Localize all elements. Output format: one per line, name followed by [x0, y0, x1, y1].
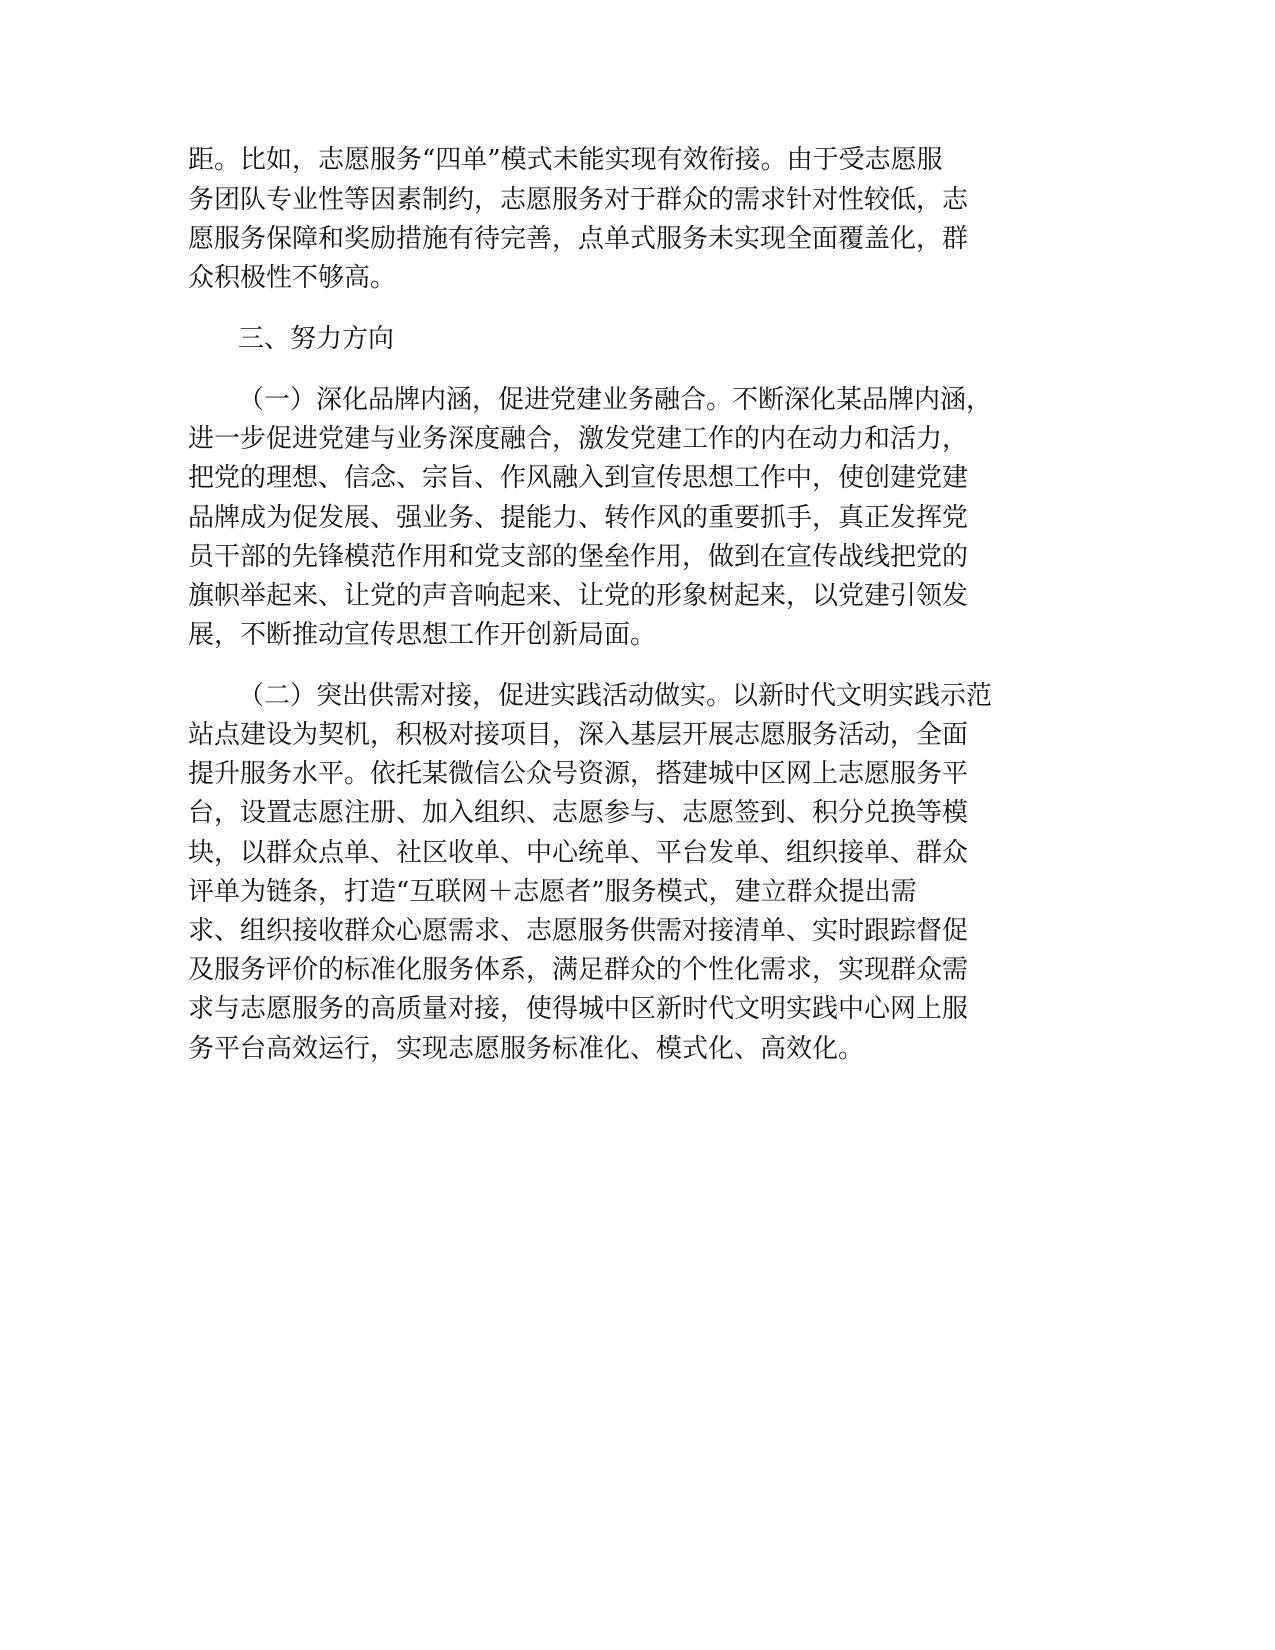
text-line: （一）深化品牌内涵，促进党建业务融合。不断深化某品牌内涵， — [238, 385, 993, 415]
text-line: 站点建设为契机，积极对接项目，深入基层开展志愿服务活动，全面 — [188, 720, 969, 750]
text-line: 及服务评价的标准化服务体系，满足群众的个性化需求，实现群众需 — [188, 955, 969, 985]
text-line: 品牌成为促发展、强业务、提能力、转作风的重要抓手，真正发挥党 — [188, 503, 969, 533]
text-line: 务团队专业性等因素制约，志愿服务对于群众的需求针对性较低，志 — [188, 185, 969, 215]
text-line: 展，不断推动宣传思想工作开创新局面。 — [188, 620, 657, 650]
text-line: 员干部的先锋模范作用和党支部的堡垒作用，做到在宣传战线把党的 — [188, 542, 969, 572]
text-line: 台，设置志愿注册、加入组织、志愿参与、志愿签到、积分兑换等模 — [188, 798, 969, 828]
text-line: 愿服务保障和奖励措施有待完善，点单式服务未实现全面覆盖化，群 — [188, 224, 969, 254]
text-line: 提升服务水平。依托某微信公众号资源，搭建城中区网上志愿服务平 — [188, 759, 969, 789]
text-line: 把党的理想、信念、宗旨、作风融入到宣传思想工作中，使创建党建 — [188, 463, 969, 493]
text-line: （二）突出供需对接，促进实践活动做实。以新时代文明实践示范 — [238, 681, 993, 711]
text-line: 旗帜举起来、让党的声音响起来、让党的形象树起来，以党建引领发 — [188, 581, 969, 611]
text-line: 众积极性不够高。 — [188, 263, 397, 293]
text-line: 评单为链条，打造“互联网＋志愿者”服务模式，建立群众提出需 — [188, 877, 917, 907]
section-heading: 三、努力方向 — [238, 324, 395, 354]
text-line: 距。比如，志愿服务“四单”模式未能实现有效衔接。由于受志愿服 — [188, 145, 943, 175]
text-line: 务平台高效运行，实现志愿服务标准化、模式化、高效化。 — [188, 1034, 865, 1064]
text-line: 进一步促进党建与业务深度融合，激发党建工作的内在动力和活力， — [188, 424, 969, 454]
text-line: 求与志愿服务的高质量对接，使得城中区新时代文明实践中心网上服 — [188, 994, 969, 1024]
text-line: 块，以群众点单、社区收单、中心统单、平台发单、组织接单、群众 — [188, 838, 969, 868]
text-line: 求、组织接收群众心愿需求、志愿服务供需对接清单、实时跟踪督促 — [188, 916, 969, 946]
